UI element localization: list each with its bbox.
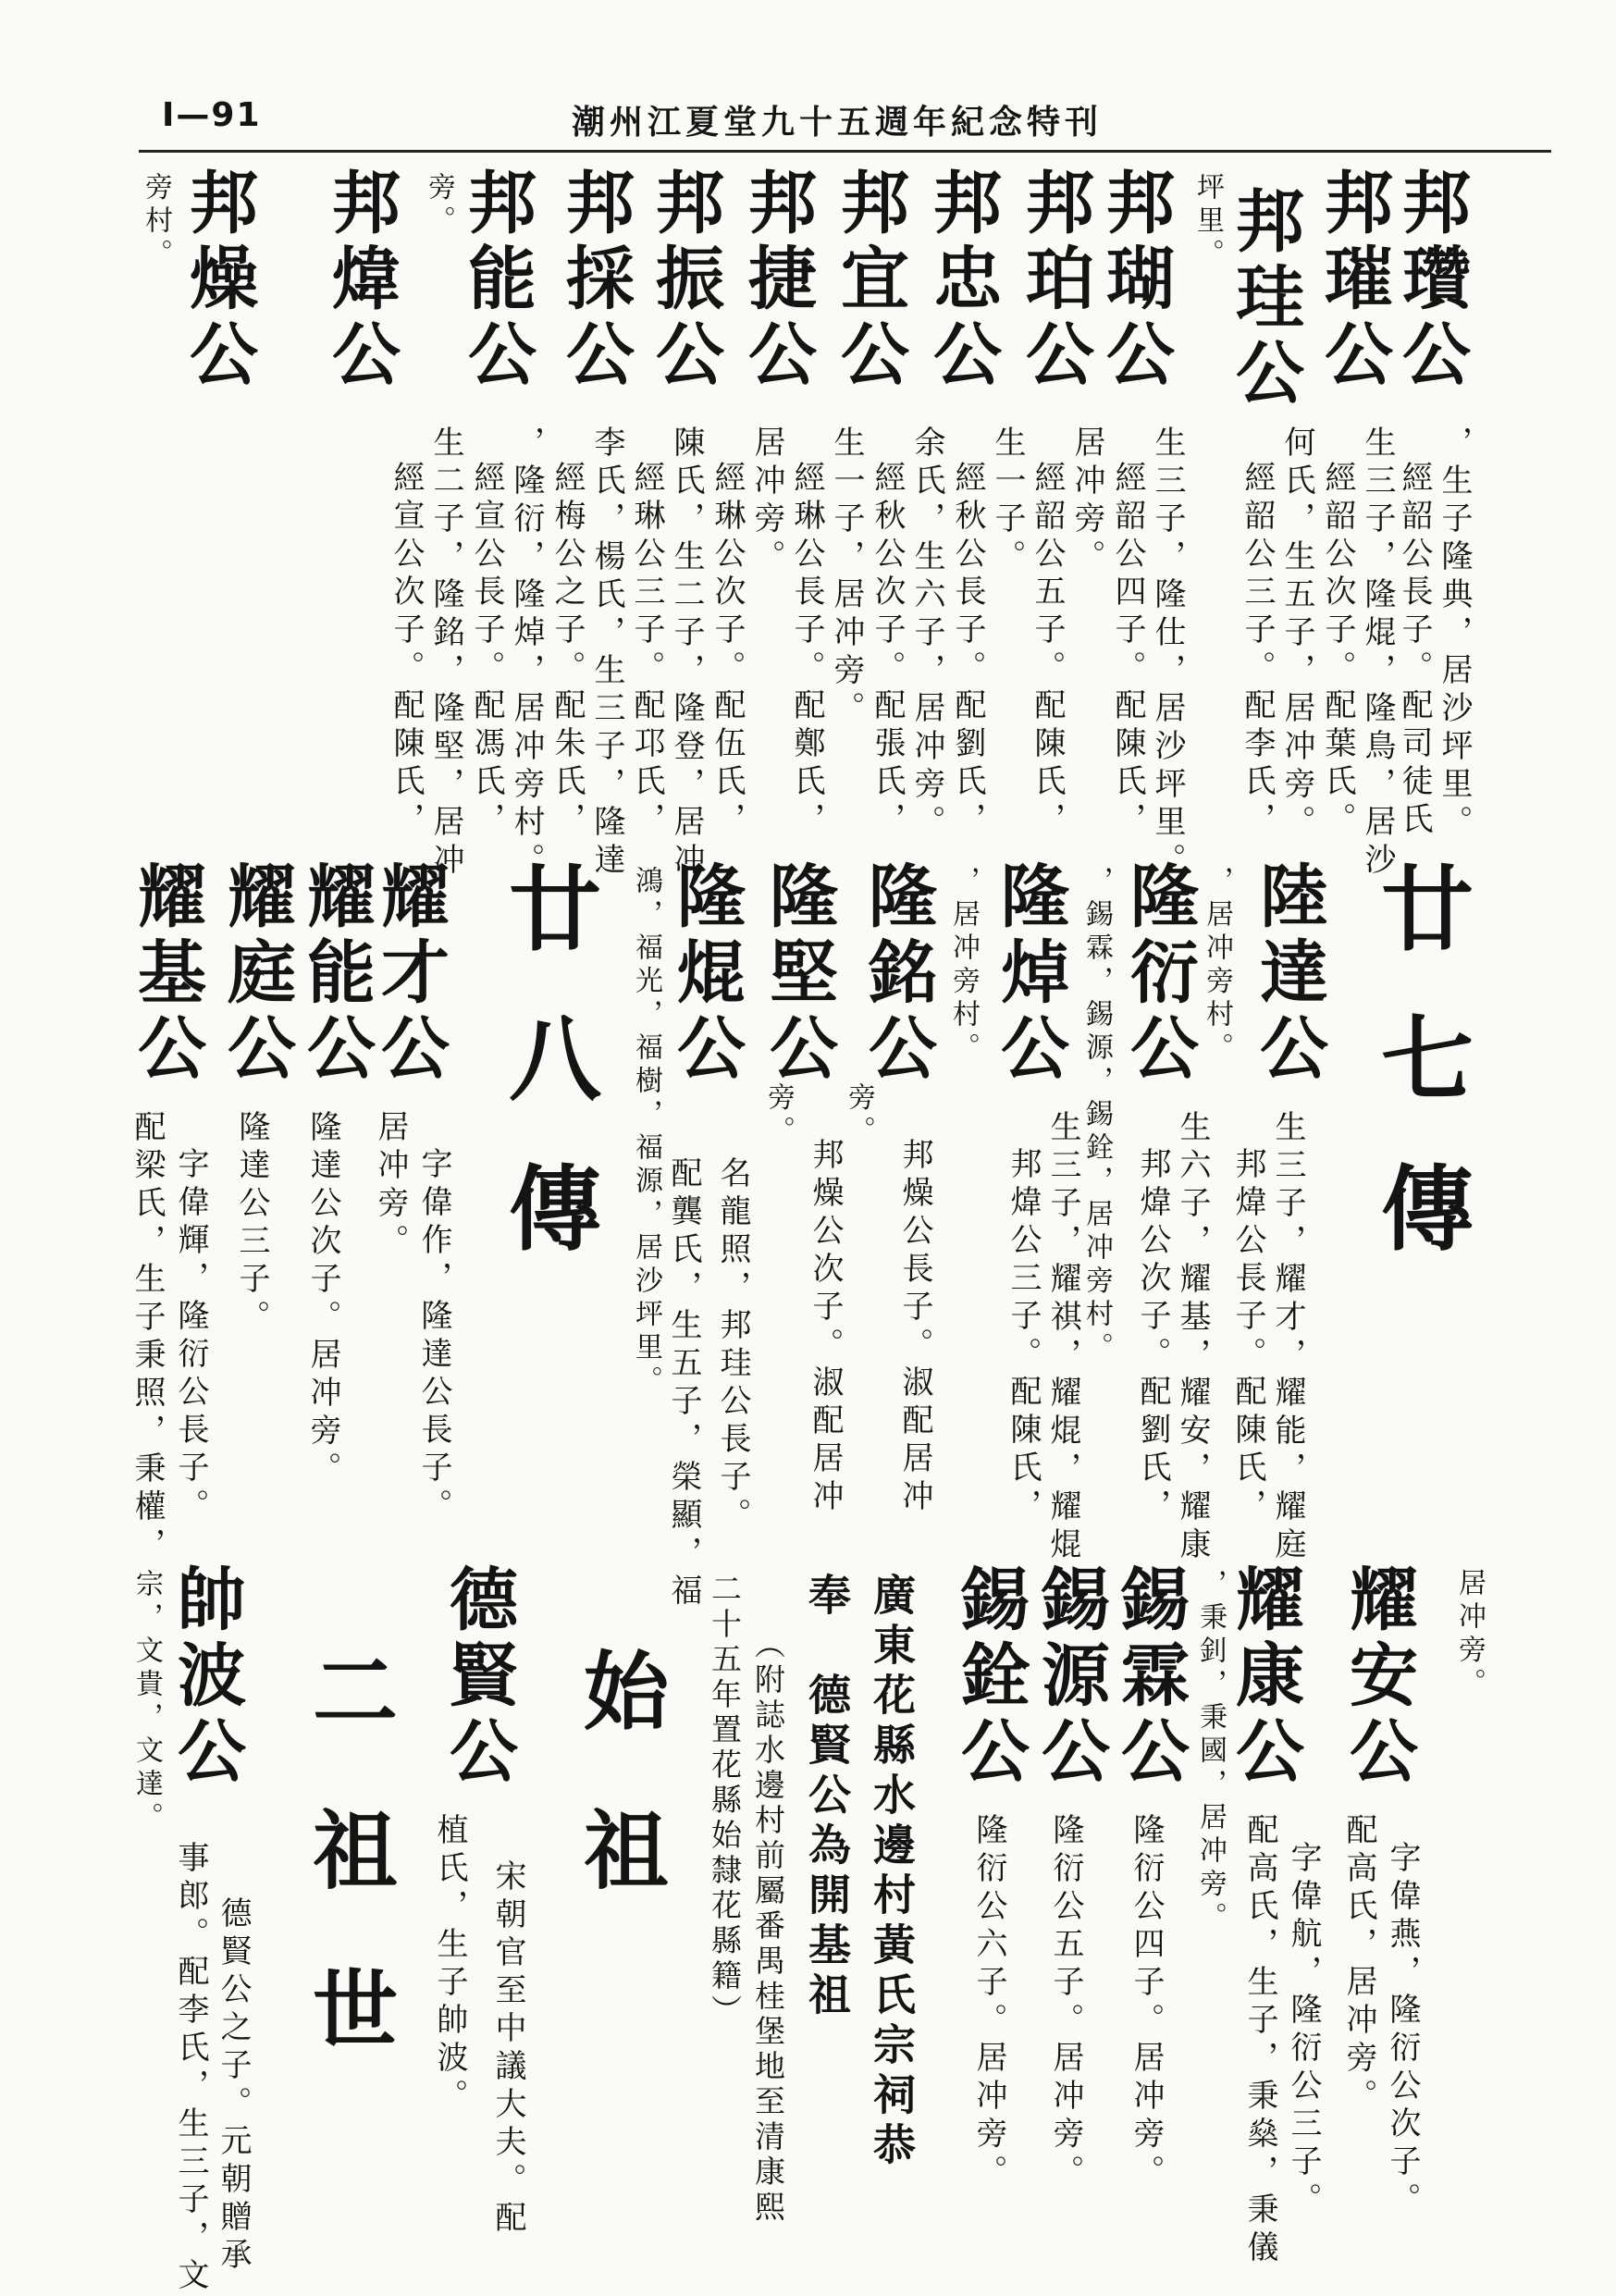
entry-text: 名龍照，邦珪公長子。 <box>714 1156 751 1536</box>
entry-name: 錫霖公 <box>1110 1563 1190 1791</box>
entry-text: 宋朝官至中議大夫。配 <box>489 1859 526 2239</box>
entry-name: 耀能公 <box>296 860 376 1088</box>
entry-name: 隆焯公 <box>990 860 1069 1088</box>
entry-text: 居冲旁。 <box>1068 426 1105 577</box>
entry-name: 邦捷公 <box>737 167 817 394</box>
entry-text: 經琳公三子。配邛氏， <box>628 461 665 840</box>
entry-text: 旁。 <box>762 1082 795 1149</box>
entry-name: 邦宜公 <box>830 167 909 394</box>
entry-text: 經宣公長子。配馮氏， <box>468 461 505 840</box>
entry-text: 德賢公之子。元朝贈承 <box>215 1896 252 2276</box>
entry-text: 居冲旁。 <box>372 1110 409 1262</box>
entry-name: 邦瑚公 <box>1095 167 1175 394</box>
entry-text: 隆達公三子。 <box>233 1110 270 1338</box>
entry-text: 生二子，隆銘，隆堅，居冲 <box>427 426 464 881</box>
entry-text: 邦燥公次子。淑配居冲 <box>807 1138 844 1517</box>
entry-text: 隆衍公五子。居冲旁。 <box>1047 1813 1084 2192</box>
entry-name: 邦振公 <box>645 167 724 394</box>
entry-name: 邦燥公 <box>179 167 258 394</box>
entry-name: 邦璀公 <box>1314 167 1393 394</box>
entry-text: 經梅公之子。配朱氏， <box>549 461 586 840</box>
entry-text: 經韶公次子。配葉氏。 <box>1319 461 1356 840</box>
page-number: I—91 <box>162 96 262 134</box>
entry-text: 旁。 <box>843 1082 875 1149</box>
entry-text: 配高氏，生子，秉燊，秉儀 <box>1241 1813 1278 2268</box>
entry-text: 字偉輝，隆衍公長子。 <box>172 1147 209 1526</box>
generation-heading: 始祖 <box>570 1647 670 1965</box>
entry-name: 帥波公 <box>167 1563 246 1791</box>
entry-name: 錫源公 <box>1030 1563 1110 1791</box>
entry-text: 宗，文貴，文達。 <box>130 1569 163 1835</box>
entry-text: 旁村。 <box>140 172 172 272</box>
entry-text: 邦煒公長子。配陳氏， <box>1229 1147 1266 1526</box>
entry-text: 字偉燕，隆衍公次子。 <box>1384 1841 1421 2220</box>
entry-name: 耀庭公 <box>216 860 296 1088</box>
ancestor-note: 二十五年置花縣始隸花縣籍） <box>707 1573 743 2030</box>
entry-text: 生一子，居冲旁。 <box>828 426 865 729</box>
entry-name: 錫銓公 <box>950 1563 1030 1791</box>
entry-name: 邦忠公 <box>922 167 1002 394</box>
entry-name: 邦能公 <box>457 167 537 394</box>
entry-name: 隆焜公 <box>666 860 746 1088</box>
entry-text: 隆衍公四子。居冲旁。 <box>1128 1813 1165 2192</box>
entry-text: 陳氏，生二子，隆登，居冲 <box>668 426 705 881</box>
entry-name: 耀基公 <box>127 860 206 1088</box>
entry-text: 事郎。配李氏，生三子，文 <box>172 1841 209 2296</box>
entry-text: 李氏，楊氏，生三子，隆達 <box>588 426 625 881</box>
entry-name: 耀安公 <box>1338 1563 1418 1791</box>
entry-text: 鴻，福光，福樹，福源，居沙坪里。 <box>630 866 662 1399</box>
entry-text: ，隆衍，隆焯，居冲旁村。 <box>508 426 545 881</box>
entry-text: 居冲旁。 <box>1453 1568 1486 1701</box>
entry-text: 配龔氏，生五子，榮顯，福 <box>665 1156 702 1611</box>
entry-text: 植氏，生子帥波。 <box>431 1813 468 2117</box>
entry-text: 配梁氏，生子秉照，秉權， <box>129 1110 166 1565</box>
generation-heading: 廿八傳 <box>493 860 602 1310</box>
entry-text: 坪里。 <box>1191 172 1224 272</box>
ancestor-note: （附誌水邊村前屬番禺桂堡地至清康熙 <box>750 1628 786 2226</box>
entry-text: 配高氏，居冲旁。 <box>1340 1813 1377 2117</box>
entry-name: 邦煒公 <box>321 167 401 394</box>
entry-name: 邦珀公 <box>1015 167 1094 394</box>
generation-heading: 二祖世 <box>299 1647 399 2124</box>
entry-name: 邦採公 <box>555 167 635 394</box>
entry-name: 隆銘公 <box>857 860 937 1088</box>
ancestor-hall-subtitle: 奉 德賢公為開基祖 <box>802 1573 852 2022</box>
entry-text: 經韶公三子。配李氏， <box>1239 461 1276 840</box>
entry-text: 生六子，耀基，耀安，耀康 <box>1174 1110 1211 1565</box>
entry-name: 耀康公 <box>1225 1563 1304 1791</box>
header-rule <box>139 150 1551 153</box>
entry-name: 邦珪公 <box>1225 185 1304 413</box>
entry-text: 隆衍公六子。居冲旁。 <box>970 1813 1007 2192</box>
entry-name: 德賢公 <box>438 1563 518 1791</box>
entry-text: 經秋公次子。配張氏， <box>869 461 906 840</box>
entry-text: 邦燥公長子。淑配居冲 <box>896 1138 933 1517</box>
entry-name: 隆堅公 <box>759 860 838 1088</box>
entry-text: 字偉航，隆衍公三子。 <box>1285 1841 1322 2220</box>
entry-text: 經宣公次子。配陳氏， <box>388 461 425 840</box>
entry-text: 字偉作，隆達公長子。 <box>415 1147 452 1526</box>
entry-text: ，錫霖，錫源，錫銓，居冲旁村。 <box>1080 866 1113 1365</box>
entry-text: 生一子。 <box>989 426 1026 577</box>
entry-text: 經秋公長子。配劉氏， <box>949 461 986 840</box>
entry-text: 經琳公長子。配鄭氏， <box>788 461 825 840</box>
entry-text: 經韶公四子。配陳氏， <box>1109 461 1146 840</box>
entry-name: 耀才公 <box>370 860 450 1088</box>
entry-text: 經韶公長子。配司徒氏 <box>1396 461 1433 840</box>
entry-text: 生三子，耀才，耀能，耀庭 <box>1269 1110 1306 1565</box>
entry-text: ，生子隆典，居沙坪里。 <box>1436 426 1473 843</box>
entry-text: 邦煒公次子。配劉氏， <box>1134 1147 1171 1526</box>
entry-text: 生三子，隆焜，隆鳥，居沙 <box>1359 426 1396 881</box>
entry-name: 陸達公 <box>1249 860 1328 1088</box>
entry-text: ，居冲旁村。 <box>947 866 980 1066</box>
entry-text: 邦煒公三子。配陳氏， <box>1005 1147 1042 1526</box>
entry-text: 經韶公五子。配陳氏， <box>1029 461 1066 840</box>
entry-text: 旁。 <box>423 172 455 239</box>
entry-text: 何氏，生五子，居冲旁。 <box>1278 426 1315 843</box>
entry-text: 生三子，耀祺，耀焜，耀焜 <box>1044 1110 1081 1565</box>
entry-text: 生三子，隆仕，居沙坪里。 <box>1149 426 1186 881</box>
generation-heading: 廿七傳 <box>1365 860 1474 1310</box>
entry-name: 邦瓚公 <box>1391 167 1471 394</box>
entry-text: 居冲旁。 <box>748 426 785 577</box>
ancestor-hall-title: 廣東花縣水邊村黃氏宗祠恭 <box>867 1573 917 2172</box>
entry-text: 經琳公次子。配伍氏， <box>709 461 746 840</box>
entry-text: ，秉釗，秉國，居冲旁。 <box>1194 1569 1227 1935</box>
entry-text: ，居冲旁村。 <box>1201 866 1233 1066</box>
entry-text: 余氏，生六子，居冲旁。 <box>908 426 945 843</box>
entry-name: 隆衍公 <box>1119 860 1199 1088</box>
entry-text: 隆達公次子。居冲旁。 <box>304 1110 341 1489</box>
running-title: 潮州江夏堂九十五週年紀念特刊 <box>572 103 1104 142</box>
